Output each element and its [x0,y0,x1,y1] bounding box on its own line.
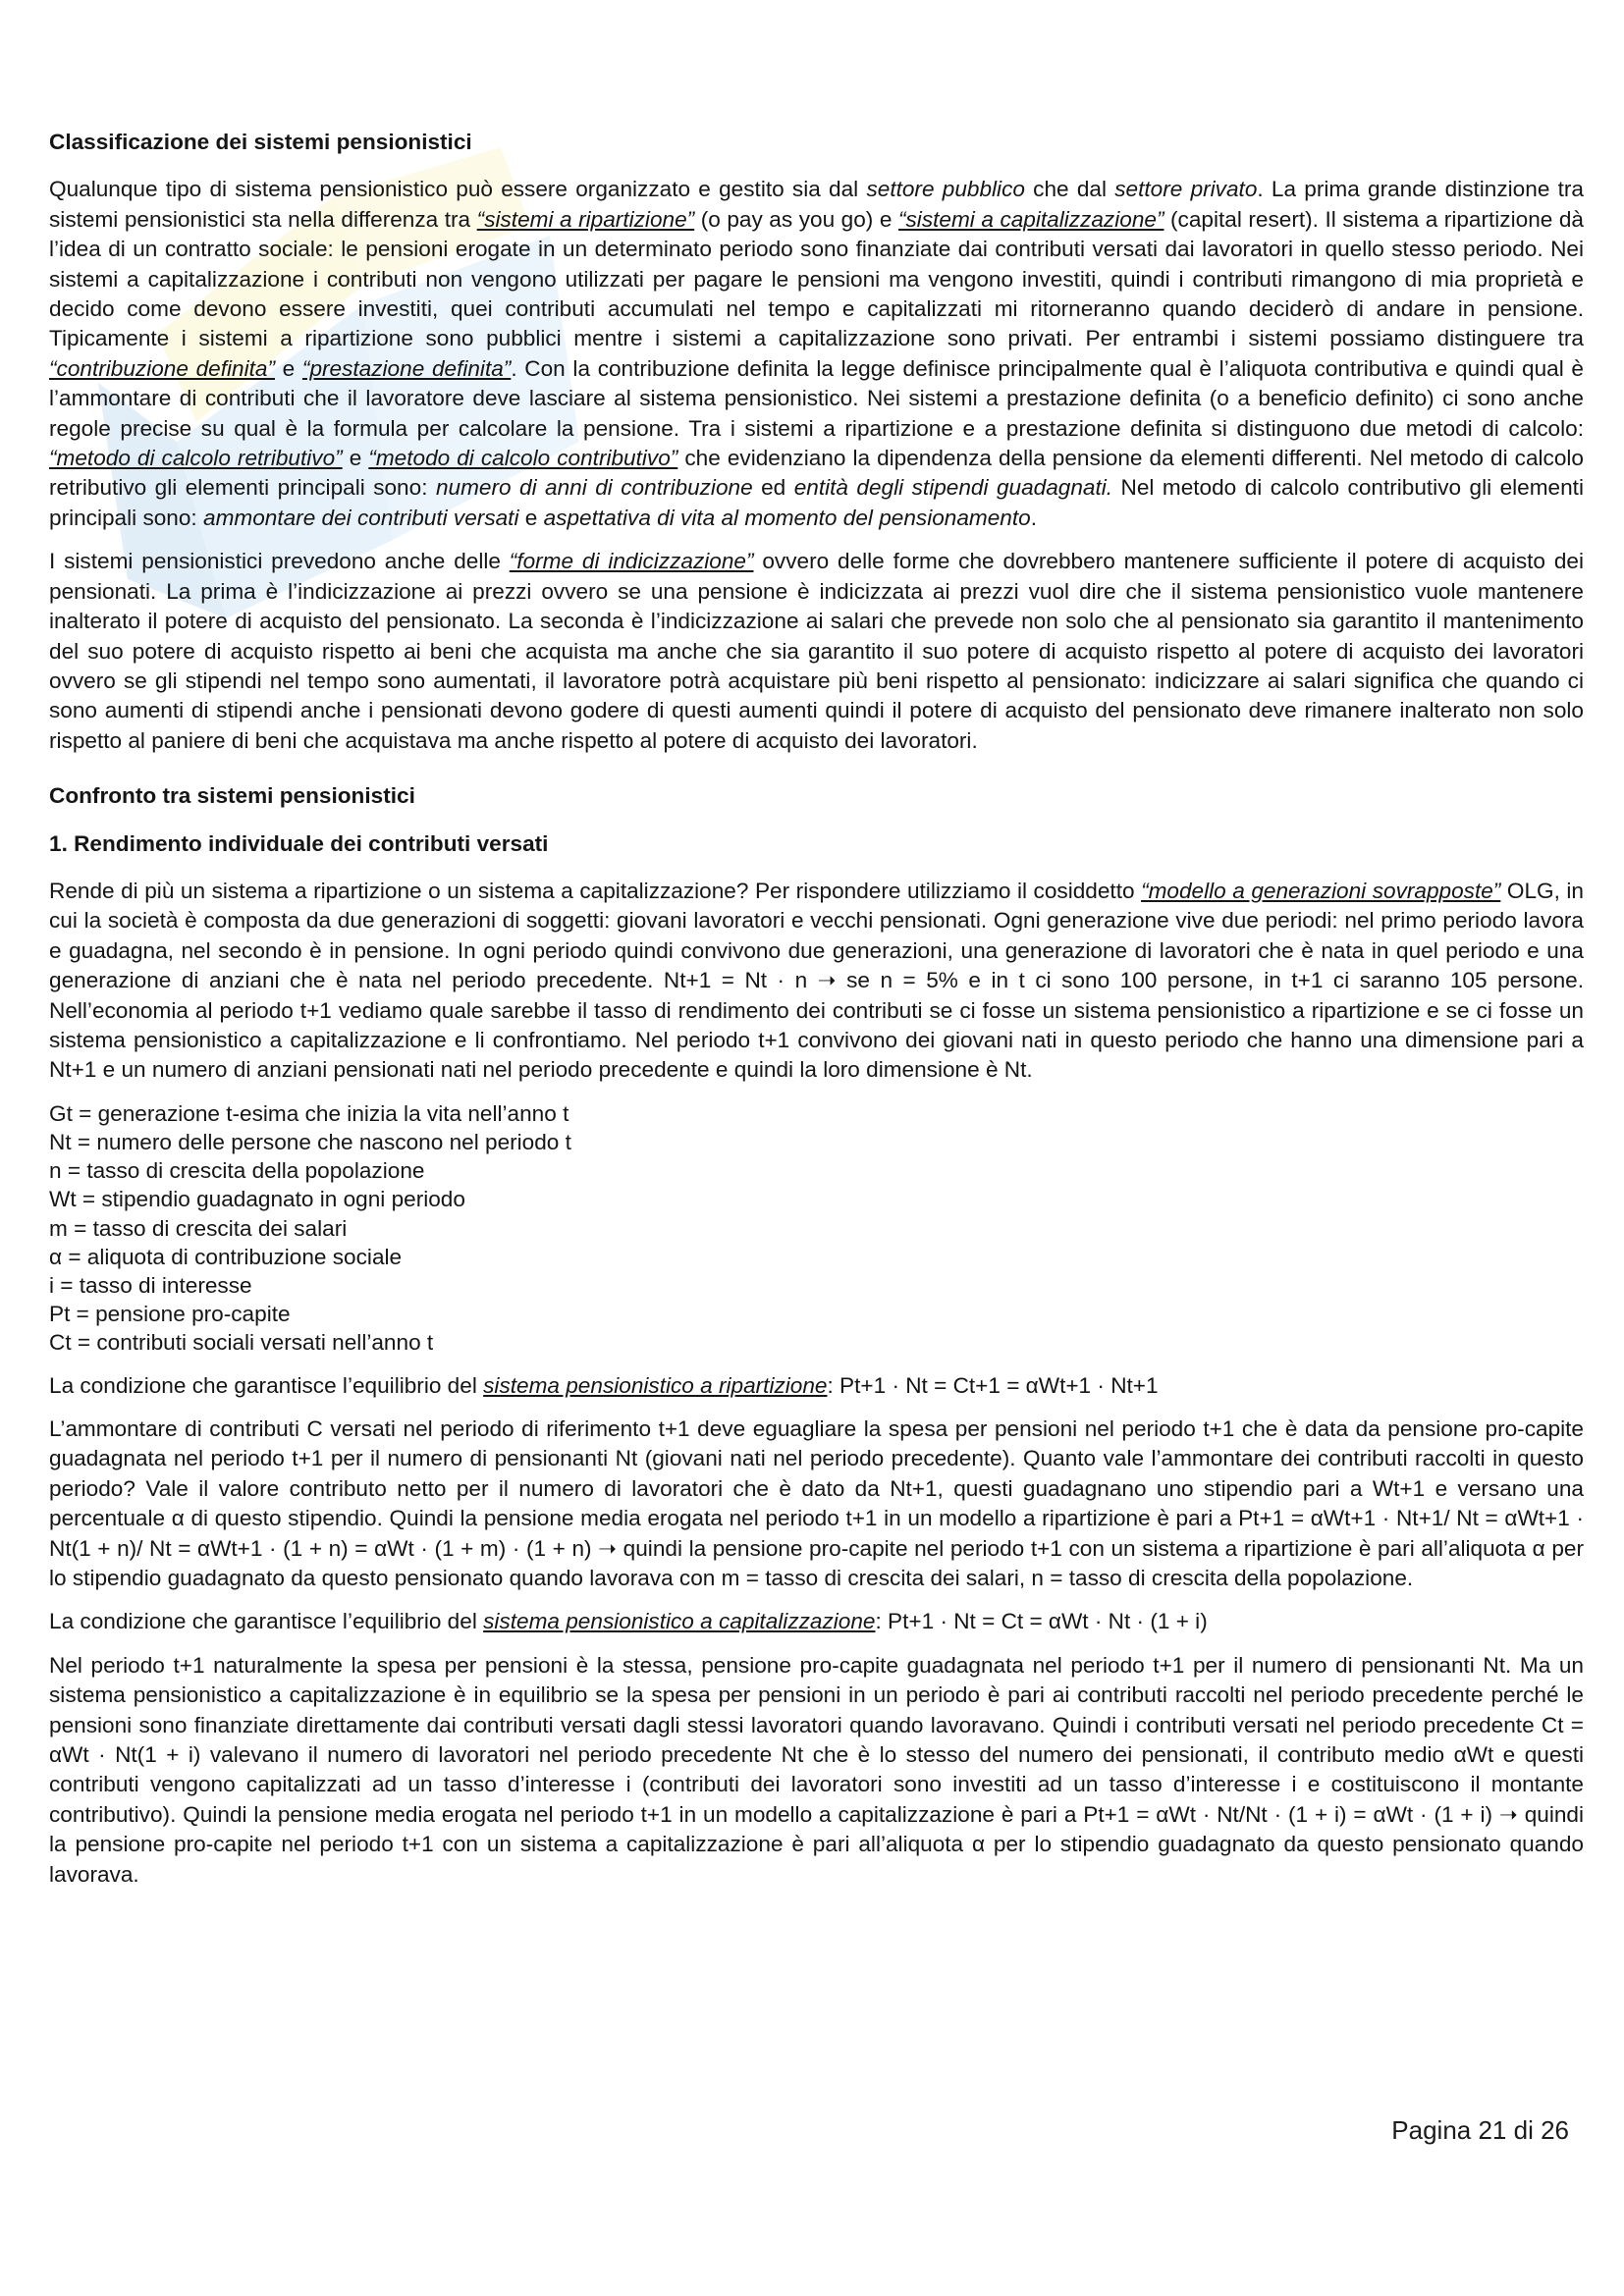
definitions-list [49,1099,1584,1358]
definition-item: i = tasso di interesse [49,1273,252,1298]
definition-item: Pt = pensione pro-capite [49,1302,291,1327]
section-title-classificazione: Classificazione dei sistemi pensionistici [49,130,472,154]
page-number: Pagina 21 di 26 [1391,2115,1569,2145]
paragraph-indicizzazione: I sistemi pensionistici prevedono anche delle “forme di indicizzazione” ovvero delle forme che dovrebbero mantenere sufficiente il potere di acquisto dei pensionati. La prima è l’indicizzazione ai prezzi ovvero se una pensione è indicizzata ai prezzi vuol dire che il sistema pensionistico vuole mantenere inalterato il potere di acquisto del pensionato. La seconda è l’indicizzazione ai salari che prevede non solo che al pensionato sia garantito il mantenimento del suo potere di acquisto rispetto ai beni che acquista ma anche che sia garantito il suo potere di acquisto rispetto al potere di acquisto dei lavoratori ovvero se gli stipendi nel tempo sono aumentati, il lavoratore potrà acquistare più beni rispetto al pensionato: indicizzare ai salari significa che quando ci sono aumenti di stipendi anche i pensionati devono godere di questi aumenti quindi il potere di acquisto del pensionato deve rimanere inalterato non solo rispetto al paniere di beni che acquistava ma anche rispetto al potere di acquisto dei lavoratori. [49,549,1584,753]
term-forme-indicizzazione: “forme di indicizzazione” [509,549,754,574]
subsection-title-rendimento: 1. Rendimento individuale dei contributi versati [49,830,549,856]
definition-item: Gt = generazione t-esima che inizia la vita nell’anno t [49,1100,569,1126]
definition-item: Wt = stipendio guadagnato in ogni periodo [49,1187,465,1212]
section-title-confronto: Confronto tra sistemi pensionistici [49,783,415,809]
equilibrium-condition-capitalizzazione: La condizione che garantisce l’equilibrio del sistema pensionistico a capitalizzazione: Pt+1 · Nt = Ct = αWt · Nt · (1 + i) [49,1609,1208,1634]
equilibrium-condition-ripartizione: La condizione che garantisce l’equilibrio del sistema pensionistico a ripartizione: Pt+1 · Nt = Ct+1 = αWt+1 · Nt+1 [49,1372,1159,1398]
definition-item: n = tasso di crescita della popolazione [49,1158,425,1184]
term-metodo-contributivo: “metodo di calcolo contributivo” [368,446,678,471]
term-contribuzione-definita: “contribuzione definita” [49,355,275,381]
document-body [49,128,1584,1903]
term-sistemi-ripartizione: “sistemi a ripartizione” [476,206,695,232]
term-modello-generazioni-sovrapposte: “modello a generazioni sovrapposte” [1141,878,1501,903]
paragraph-pensione-ripartizione: L’ammontare di contributi C versati nel periodo di riferimento t+1 deve eguagliare la spesa per pensioni nel periodo t+1 che è data da pensione pro-capite guadagnata nel periodo t+1 per il numero di pensionanti Nt (giovani nati nel periodo precedente). Quanto vale l’ammontare dei contributi raccolti in questo periodo? Vale il valore contributo netto per il numero di lavoratori che è dato da Nt+1, questi guadagnano uno stipendio pari a Wt+1 e versano una percentuale α di questo stipendio. Quindi la pensione media erogata nel periodo t+1 in un modello a ripartizione è pari a Pt+1 = αWt+1 · Nt+1/ Nt = αWt+1 · Nt(1 + n)/ Nt = αWt+1 · (1 + n) = αWt · (1 + m) · (1 + n) ➝ quindi la pensione pro-capite nel periodo t+1 con un sistema a ripartizione è pari all’aliquota α per lo stipendio guadagnato da questo pensionato quando lavorava con m = tasso di crescita dei salari, n = tasso di crescita della popolazione. [49,1416,1584,1591]
paragraph-ripartizione-capitalizzazione: Qualunque tipo di sistema pensionistico può essere organizzato e gestito sia dal settore pubblico che dal settore privato. La prima grande distinzione tra sistemi pensionistici sta nella differenza tra “sistemi a ripartizione” (o pay as you go) e “sistemi a capitalizzazione” (capital resert). Il sistema a ripartizione dà l’idea di un contratto sociale: le pensioni erogate in un determinato periodo sono finanziate dai contributi versati dai lavoratori in quello stesso periodo. Nei sistemi a capitalizzazione i contributi non vengono utilizzati per pagare le pensioni ma vengono investiti, quindi i contributi rimangono di mia proprietà e decido come devono essere investiti, quei contributi accumulati nel tempo e capitalizzati mi ritorneranno quando deciderò di andare in pensione. Tipicamente i sistemi a ripartizione sono pubblici mentre i sistemi a capitalizzazione sono privati. Per entrambi i sistemi possiamo distinguere tra “contribuzione definita” e “prestazione definita”. Con la contribuzione definita la legge definisce principalmente qual è l’aliquota contributiva e quindi qual è l’ammontare di contributi che il lavoratore deve lasciare al sistema pensionistico. Nei sistemi a prestazione definita (o a beneficio definito) ci sono anche regole precise su qual è la formula per calcolare la pensione. Tra i sistemi a ripartizione e a prestazione definita si distinguono due metodi di calcolo: “metodo di calcolo retributivo” e “metodo di calcolo contributivo” che evidenziano la dipendenza della pensione da elementi differenti. Nel metodo di calcolo retributivo gli elementi principali sono: numero di anni di contribuzione ed entità degli stipendi guadagnati. Nel metodo di calcolo contributivo gli elementi principali sono: ammontare dei contributi versati e aspettativa di vita al momento del pensionamento. [49,177,1584,530]
term-metodo-retributivo: “metodo di calcolo retributivo” [49,446,343,471]
term-sistema-ripartizione: sistema pensionistico a ripartizione [483,1372,828,1398]
paragraph-pensione-capitalizzazione: Nel periodo t+1 naturalmente la spesa per pensioni è la stessa, pensione pro-capite guadagnata nel periodo t+1 per il numero di pensionanti Nt. Ma un sistema pensionistico a capitalizzazione è in equilibrio se la spesa per pensioni in un periodo è pari ai contributi raccolti nel periodo precedente perché le pensioni sono finanziate direttamente dai contributi versati dagli stessi lavoratori quando lavoravano. Quindi i contributi versati nel periodo precedente Ct = αWt · Nt(1 + i) valevano il numero di lavoratori nel periodo precedente Nt che è lo stesso del numero dei pensionati, il contributo medio αWt e questi contributi vengono capitalizzati ad un tasso d’interesse i (contributi dei lavoratori sono investiti ad un tasso d’interesse i e costituiscono il montante contributivo). Quindi la pensione media erogata nel periodo t+1 in un modello a capitalizzazione è pari a Pt+1 = αWt · Nt/Nt · (1 + i) = αWt · (1 + i) ➝ quindi la pensione pro-capite nel periodo t+1 con un sistema a capitalizzazione è pari all’aliquota α per lo stipendio guadagnato da questo pensionato quando lavorava. [49,1652,1584,1887]
definition-item: Ct = contributi sociali versati nell’anno t [49,1330,434,1356]
term-sistema-capitalizzazione: sistema pensionistico a capitalizzazione [483,1609,876,1634]
paragraph-modello-olg: Rende di più un sistema a ripartizione o un sistema a capitalizzazione? Per rispondere utilizziamo il cosiddetto “modello a generazioni sovrapposte” OLG, in cui la società è composta da due generazioni di soggetti: giovani lavoratori e vecchi pensionati. Ogni generazione vive due periodi: nel primo periodo lavora e guadagna, nel secondo è in pensione. In ogni periodo quindi convivono due generazioni, una generazione di lavoratori che è nata in quel periodo e una generazione di anziani che è nata nel periodo precedente. Nt+1 = Nt · n ➝ se n = 5% e in t ci sono 100 persone, in t+1 ci saranno 105 persone. Nell’economia al periodo t+1 vediamo quale sarebbe il tasso di rendimento dei contributi se ci fosse un sistema pensionistico a ripartizione e se ci fosse un sistema pensionistico a capitalizzazione e li confrontiamo. Nel periodo t+1 convivono dei giovani nati in questo periodo che hanno una dimensione pari a Nt+1 e un numero di anziani pensionati nati nel periodo precedente e quindi la loro dimensione è Nt. [49,878,1584,1083]
term-sistemi-capitalizzazione: “sistemi a capitalizzazione” [897,206,1164,232]
definition-item: α = aliquota di contribuzione sociale [49,1244,403,1269]
definition-item: Nt = numero delle persone che nascono nel periodo t [49,1129,571,1154]
definition-item: m = tasso di crescita dei salari [49,1215,348,1241]
term-prestazione-definita: “prestazione definita” [301,355,512,381]
